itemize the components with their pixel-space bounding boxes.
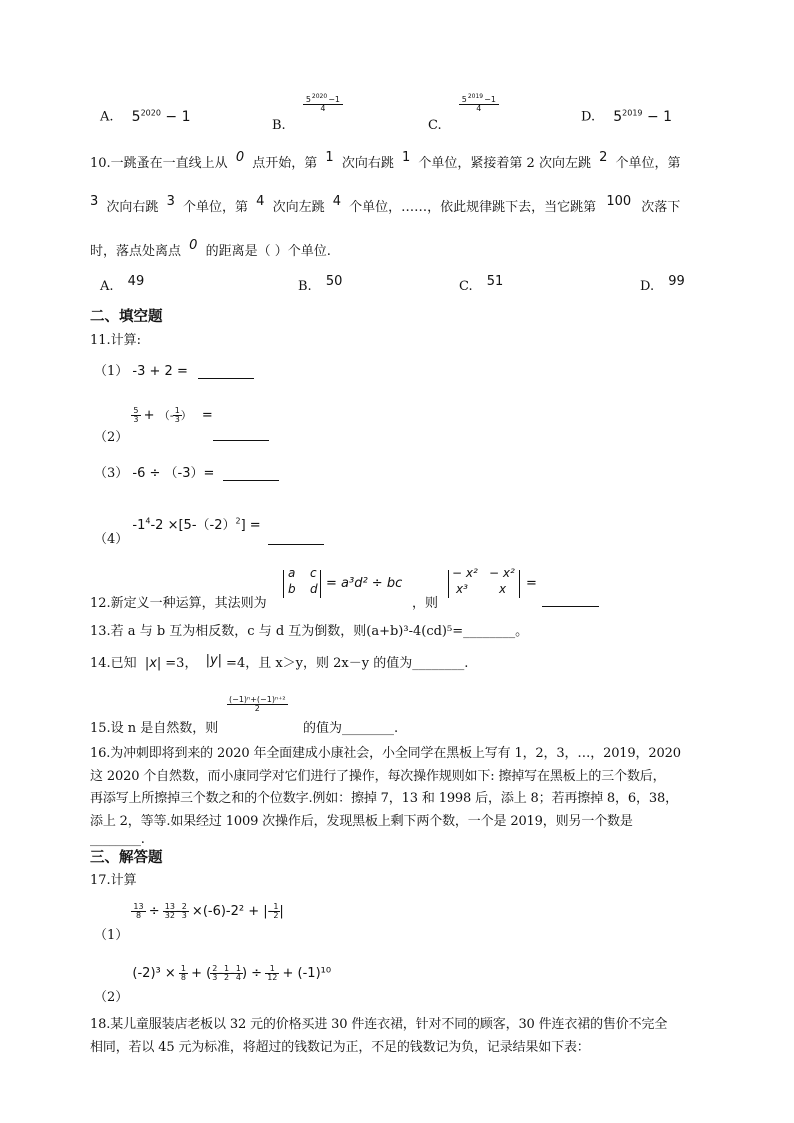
- det2-c: − x²: [489, 566, 515, 580]
- q17-title: 17.计算: [90, 873, 137, 888]
- q11-part-2: （2） $\frac{5}{3}$ + （- $\frac{1}{3}$ ） =: [94, 405, 213, 445]
- det-bar: [448, 570, 449, 598]
- option-label: B.: [272, 118, 286, 134]
- q14-text: 14.已知 |x| =3， |y| =4，且 x＞y，则 2x－y 的值为________.: [90, 653, 469, 671]
- option-label: D.: [581, 109, 596, 125]
- q12-mid: ，则: [412, 596, 439, 611]
- q17-part-1: （1） $\frac{13}{8}$ ÷ $\frac{13}{32}$ - $\frac{2}{3}$ ×(-6)-2² + |- $\frac{1}{2}$ |: [94, 901, 284, 943]
- section-title-answer: 三、解答题: [90, 850, 163, 866]
- det2-d: x: [499, 582, 507, 596]
- q9-option-d[interactable]: D. $5^{2019} - 1$: [581, 108, 673, 125]
- q15-fraction: (−1)ⁿ+(−1)ⁿ⁺² 2: [229, 695, 286, 714]
- option-expr: 5: [131, 108, 141, 125]
- det-bar: [519, 570, 520, 598]
- q10-line-2: 3 次向右跳 3 个单位，第 4 次向左跳 4 个单位，……，依此规律跳下去，当它跳第 100 次落下: [90, 194, 681, 215]
- q17-part-2: （2） (-2)³ × $\frac{1}{8}$ + ( $\frac{2}{3}$ - $\frac{1}{2}$ - $\frac{1}{4}$ ) ÷ $\frac{1}{12}$ + (-1)¹⁰: [94, 963, 332, 1005]
- det-c: c: [310, 566, 317, 580]
- q10-line-1: 10.一跳蚤在一直线上从 0 点开始，第 1 次向右跳 1 个单位，紧接着第 2 次向左跳 2 个单位，第: [90, 150, 681, 171]
- answer-blank[interactable]: [223, 480, 279, 481]
- q9-option-a[interactable]: [100, 108, 191, 125]
- option-fraction: $\frac{5^{2019}-1}{4}$: [460, 94, 498, 113]
- q10-option-b[interactable]: B. 50: [298, 274, 343, 294]
- q13-text: 13.若 a 与 b 互为相反数，c 与 d 互为倒数，则(a+b)³-4(cd)⁵=________。: [90, 624, 529, 639]
- det2-a: − x²: [452, 566, 478, 580]
- option-label: C.: [428, 118, 442, 134]
- answer-blank[interactable]: [542, 590, 599, 607]
- det2-b: x³: [456, 582, 468, 596]
- answer-blank[interactable]: [198, 378, 254, 379]
- answer-blank[interactable]: [268, 528, 324, 545]
- answer-blank[interactable]: [213, 424, 269, 441]
- det-a: a: [288, 566, 296, 580]
- option-exp: 2020: [140, 108, 161, 117]
- q18-paragraph: 18.某儿童服装店老板以 32 元的价格买进 30 件连衣裙，针对不同的顾客，30 件连衣裙的售价不完全 相同，若以 45 元为标准，将超过的钱数记为正，不足的钱数记为负，记录结果如下表：: [90, 1017, 668, 1055]
- q10-option-d[interactable]: D. 99: [640, 274, 685, 294]
- q10-option-c[interactable]: C. 51: [459, 274, 504, 294]
- q9-option-b[interactable]: [272, 93, 342, 134]
- option-fraction: $\frac{5^{2020}-1}{4}$: [304, 94, 342, 113]
- det-bar: [283, 570, 284, 598]
- point-o: 0: [235, 150, 245, 165]
- q11-part-4: （4） $-1^4-2 \times[5-(-2)^2]$ =: [94, 516, 261, 547]
- q15-lead: 15.设 n 是自然数，则: [90, 721, 219, 736]
- q11-part-1: （1） -3 + 2 =: [94, 360, 254, 379]
- det-rule: = a³d² ÷ bc: [326, 576, 403, 591]
- det2-eq: =: [526, 576, 537, 591]
- q16-paragraph: 16.为冲刺即将到来的 2020 年全面建成小康社会，小全同学在黑板上写有 1，2，3，…，2019，2020 这 2020 个自然数，而小康同学对它们进行了操作，每次操作规则如下: 擦掉写在黑板上的三个数后， 再添写上所擦掉三个数之和的个位数字.例如：擦掉 7，13 和 1998 后，添上 8；若再擦掉 8，6，38， 添上 2，等等.如果经过 1009 次操作后，发现黑板上剩下两个数，一个是 2019，则另一个数是 ________.: [90, 746, 681, 847]
- q15-tail: 的值为________.: [303, 721, 399, 736]
- q10-line-3: 时，落点处离点 0 的距离是（ ）个单位.: [90, 238, 331, 259]
- q12-lead: 12.新定义一种运算，其法则为: [90, 596, 267, 611]
- det-bar: [320, 570, 321, 598]
- q11-part-3: （3） -6 ÷ （-3）=: [94, 462, 279, 481]
- q9-option-c[interactable]: [428, 93, 498, 134]
- option-tail: − 1: [160, 108, 191, 125]
- det-b: b: [288, 582, 296, 596]
- q10-option-a[interactable]: A. 49: [100, 274, 145, 294]
- option-label: A.: [100, 109, 114, 125]
- q11-title: 11.计算:: [90, 333, 142, 348]
- section-title-fill-blank: 二、填空题: [90, 309, 163, 325]
- det-d: d: [310, 582, 318, 596]
